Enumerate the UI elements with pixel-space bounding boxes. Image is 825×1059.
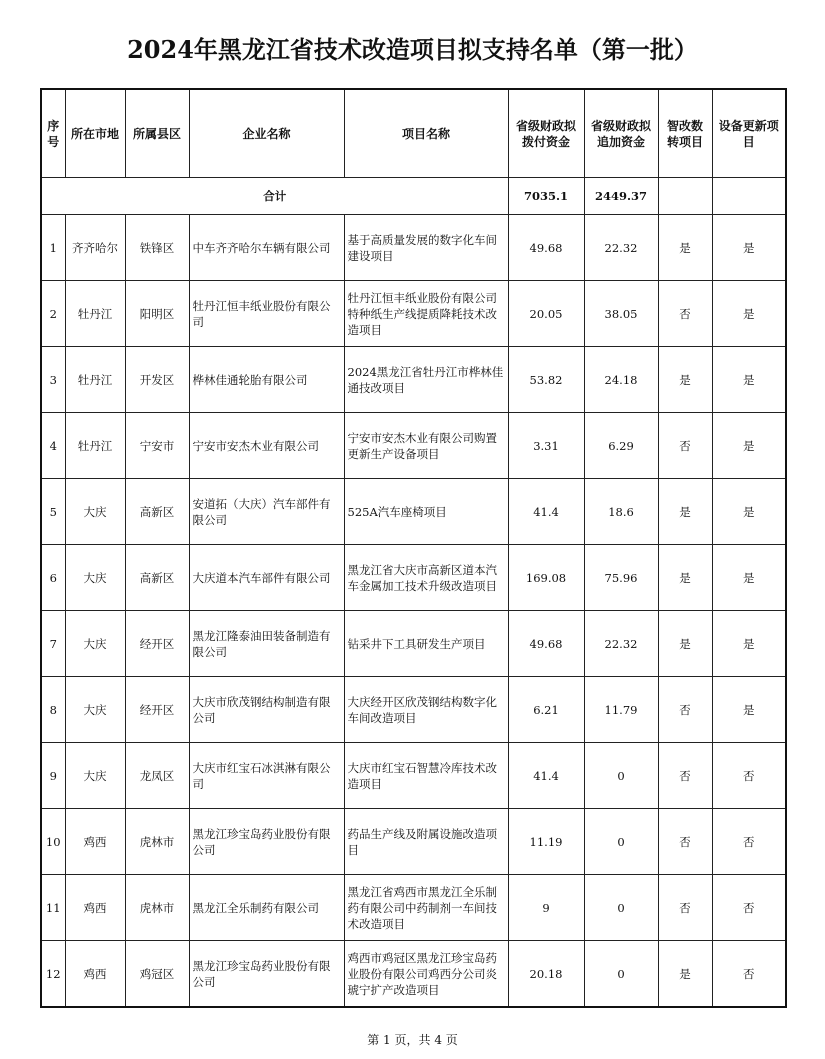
- cell-project: 黑龙江省鸡西市黑龙江全乐制药有限公司中药制剂一车间技术改造项目: [344, 875, 508, 941]
- page-footer: 第 1 页，共 4 页: [367, 1033, 458, 1047]
- cell-company: 黑龙江隆泰油田装备制造有限公司: [189, 611, 344, 677]
- cell-project: 钻采井下工具研发生产项目: [344, 611, 508, 677]
- cell-allocated: 20.18: [508, 941, 584, 1008]
- cell-district: 经开区: [125, 611, 189, 677]
- cell-company: 大庆市红宝石冰淇淋有限公司: [189, 743, 344, 809]
- table-row: [41, 215, 786, 281]
- cell-digital: 是: [658, 941, 712, 1008]
- cell-additional: 0: [584, 941, 658, 1008]
- header-company: 企业名称: [189, 89, 344, 178]
- cell-no: 10: [41, 809, 65, 875]
- header-district: 所属县区: [125, 89, 189, 178]
- cell-city: 鸡西: [65, 809, 125, 875]
- cell-company: 宁安市安杰木业有限公司: [189, 413, 344, 479]
- cell-district: 龙凤区: [125, 743, 189, 809]
- cell-digital: 是: [658, 611, 712, 677]
- cell-no: 8: [41, 677, 65, 743]
- table-row: [41, 545, 786, 611]
- total-allocated: 7035.1: [508, 178, 584, 215]
- cell-digital: 否: [658, 809, 712, 875]
- cell-city: 牡丹江: [65, 281, 125, 347]
- cell-city: 大庆: [65, 743, 125, 809]
- cell-city: 齐齐哈尔: [65, 215, 125, 281]
- cell-no: 6: [41, 545, 65, 611]
- rows-body: [41, 215, 786, 1008]
- cell-no: 9: [41, 743, 65, 809]
- cell-allocated: 9: [508, 875, 584, 941]
- cell-additional: 0: [584, 809, 658, 875]
- cell-no: 1: [41, 215, 65, 281]
- cell-equipment: 是: [712, 611, 786, 677]
- cell-additional: 38.05: [584, 281, 658, 347]
- header-city: 所在市地: [65, 89, 125, 178]
- cell-additional: 18.6: [584, 479, 658, 545]
- cell-company: 黑龙江全乐制药有限公司: [189, 875, 344, 941]
- cell-additional: 22.32: [584, 611, 658, 677]
- cell-digital: 是: [658, 545, 712, 611]
- cell-equipment: 是: [712, 677, 786, 743]
- table-header-row: [41, 89, 786, 178]
- cell-equipment: 否: [712, 875, 786, 941]
- project-table: [40, 88, 787, 1008]
- cell-additional: 24.18: [584, 347, 658, 413]
- cell-digital: 是: [658, 479, 712, 545]
- cell-city: 牡丹江: [65, 347, 125, 413]
- cell-digital: 否: [658, 677, 712, 743]
- cell-equipment: 是: [712, 545, 786, 611]
- cell-district: 经开区: [125, 677, 189, 743]
- table-row: [41, 743, 786, 809]
- cell-equipment: 是: [712, 479, 786, 545]
- cell-district: 高新区: [125, 545, 189, 611]
- cell-digital: 否: [658, 743, 712, 809]
- cell-company: 大庆道本汽车部件有限公司: [189, 545, 344, 611]
- cell-project: 宁安市安杰木业有限公司购置更新生产设备项目: [344, 413, 508, 479]
- cell-project: 2024黑龙江省牡丹江市桦林佳通技改项目: [344, 347, 508, 413]
- cell-city: 大庆: [65, 479, 125, 545]
- cell-additional: 11.79: [584, 677, 658, 743]
- table-row: [41, 941, 786, 1008]
- header-no: 序号: [41, 89, 65, 178]
- cell-company: 安道拓（大庆）汽车部件有限公司: [189, 479, 344, 545]
- cell-district: 鸡冠区: [125, 941, 189, 1008]
- total-label: 合计: [41, 178, 508, 215]
- cell-additional: 75.96: [584, 545, 658, 611]
- cell-project: 525A汽车座椅项目: [344, 479, 508, 545]
- cell-project: 牡丹江恒丰纸业股份有限公司特种纸生产线提质降耗技术改造项目: [344, 281, 508, 347]
- cell-district: 宁安市: [125, 413, 189, 479]
- cell-additional: 0: [584, 743, 658, 809]
- page-title: 2024年黑龙江省技术改造项目拟支持名单（第一批）: [127, 35, 698, 64]
- cell-allocated: 3.31: [508, 413, 584, 479]
- cell-city: 鸡西: [65, 875, 125, 941]
- cell-allocated: 41.4: [508, 479, 584, 545]
- table-row: [41, 281, 786, 347]
- cell-allocated: 11.19: [508, 809, 584, 875]
- total-empty-digital: [658, 178, 712, 215]
- cell-equipment: 是: [712, 281, 786, 347]
- header-additional: 省级财政拟追加资金: [584, 89, 658, 178]
- cell-project: 基于高质量发展的数字化车间建设项目: [344, 215, 508, 281]
- cell-project: 黑龙江省大庆市高新区道本汽车金属加工技术升级改造项目: [344, 545, 508, 611]
- cell-district: 阳明区: [125, 281, 189, 347]
- cell-equipment: 否: [712, 809, 786, 875]
- cell-company: 桦林佳通轮胎有限公司: [189, 347, 344, 413]
- cell-allocated: 49.68: [508, 611, 584, 677]
- header-project: 项目名称: [344, 89, 508, 178]
- cell-digital: 是: [658, 215, 712, 281]
- cell-equipment: 否: [712, 743, 786, 809]
- cell-equipment: 是: [712, 413, 786, 479]
- cell-allocated: 53.82: [508, 347, 584, 413]
- table-row: [41, 611, 786, 677]
- cell-city: 牡丹江: [65, 413, 125, 479]
- cell-allocated: 20.05: [508, 281, 584, 347]
- cell-allocated: 169.08: [508, 545, 584, 611]
- total-empty-equipment: [712, 178, 786, 215]
- cell-project: 大庆经开区欣茂钢结构数字化车间改造项目: [344, 677, 508, 743]
- cell-no: 12: [41, 941, 65, 1008]
- cell-allocated: 6.21: [508, 677, 584, 743]
- cell-digital: 否: [658, 413, 712, 479]
- cell-district: 虎林市: [125, 809, 189, 875]
- cell-no: 7: [41, 611, 65, 677]
- cell-digital: 否: [658, 281, 712, 347]
- cell-equipment: 是: [712, 215, 786, 281]
- cell-no: 11: [41, 875, 65, 941]
- cell-city: 大庆: [65, 677, 125, 743]
- header-allocated: 省级财政拟拨付资金: [508, 89, 584, 178]
- cell-additional: 0: [584, 875, 658, 941]
- cell-company: 中车齐齐哈尔车辆有限公司: [189, 215, 344, 281]
- header-digital: 智改数转项目: [658, 89, 712, 178]
- cell-company: 大庆市欣茂钢结构制造有限公司: [189, 677, 344, 743]
- cell-project: 药品生产线及附属设施改造项目: [344, 809, 508, 875]
- cell-additional: 6.29: [584, 413, 658, 479]
- total-row: [41, 178, 786, 215]
- cell-digital: 否: [658, 875, 712, 941]
- cell-no: 4: [41, 413, 65, 479]
- table-row: [41, 875, 786, 941]
- cell-additional: 22.32: [584, 215, 658, 281]
- total-additional: 2449.37: [584, 178, 658, 215]
- cell-project: 鸡西市鸡冠区黑龙江珍宝岛药业股份有限公司鸡西分公司炎琥宁扩产改造项目: [344, 941, 508, 1008]
- table-row: [41, 413, 786, 479]
- cell-city: 大庆: [65, 545, 125, 611]
- header-equipment: 设备更新项目: [712, 89, 786, 178]
- cell-district: 虎林市: [125, 875, 189, 941]
- cell-equipment: 否: [712, 941, 786, 1008]
- cell-equipment: 是: [712, 347, 786, 413]
- cell-city: 鸡西: [65, 941, 125, 1008]
- cell-city: 大庆: [65, 611, 125, 677]
- cell-company: 黑龙江珍宝岛药业股份有限公司: [189, 941, 344, 1008]
- cell-allocated: 49.68: [508, 215, 584, 281]
- cell-district: 高新区: [125, 479, 189, 545]
- table-row: [41, 479, 786, 545]
- cell-no: 5: [41, 479, 65, 545]
- cell-district: 开发区: [125, 347, 189, 413]
- cell-digital: 是: [658, 347, 712, 413]
- table-row: [41, 677, 786, 743]
- cell-project: 大庆市红宝石智慧冷库技术改造项目: [344, 743, 508, 809]
- table-row: [41, 347, 786, 413]
- cell-no: 2: [41, 281, 65, 347]
- table-row: [41, 809, 786, 875]
- cell-allocated: 41.4: [508, 743, 584, 809]
- cell-company: 牡丹江恒丰纸业股份有限公司: [189, 281, 344, 347]
- cell-district: 铁锋区: [125, 215, 189, 281]
- cell-company: 黑龙江珍宝岛药业股份有限公司: [189, 809, 344, 875]
- cell-no: 3: [41, 347, 65, 413]
